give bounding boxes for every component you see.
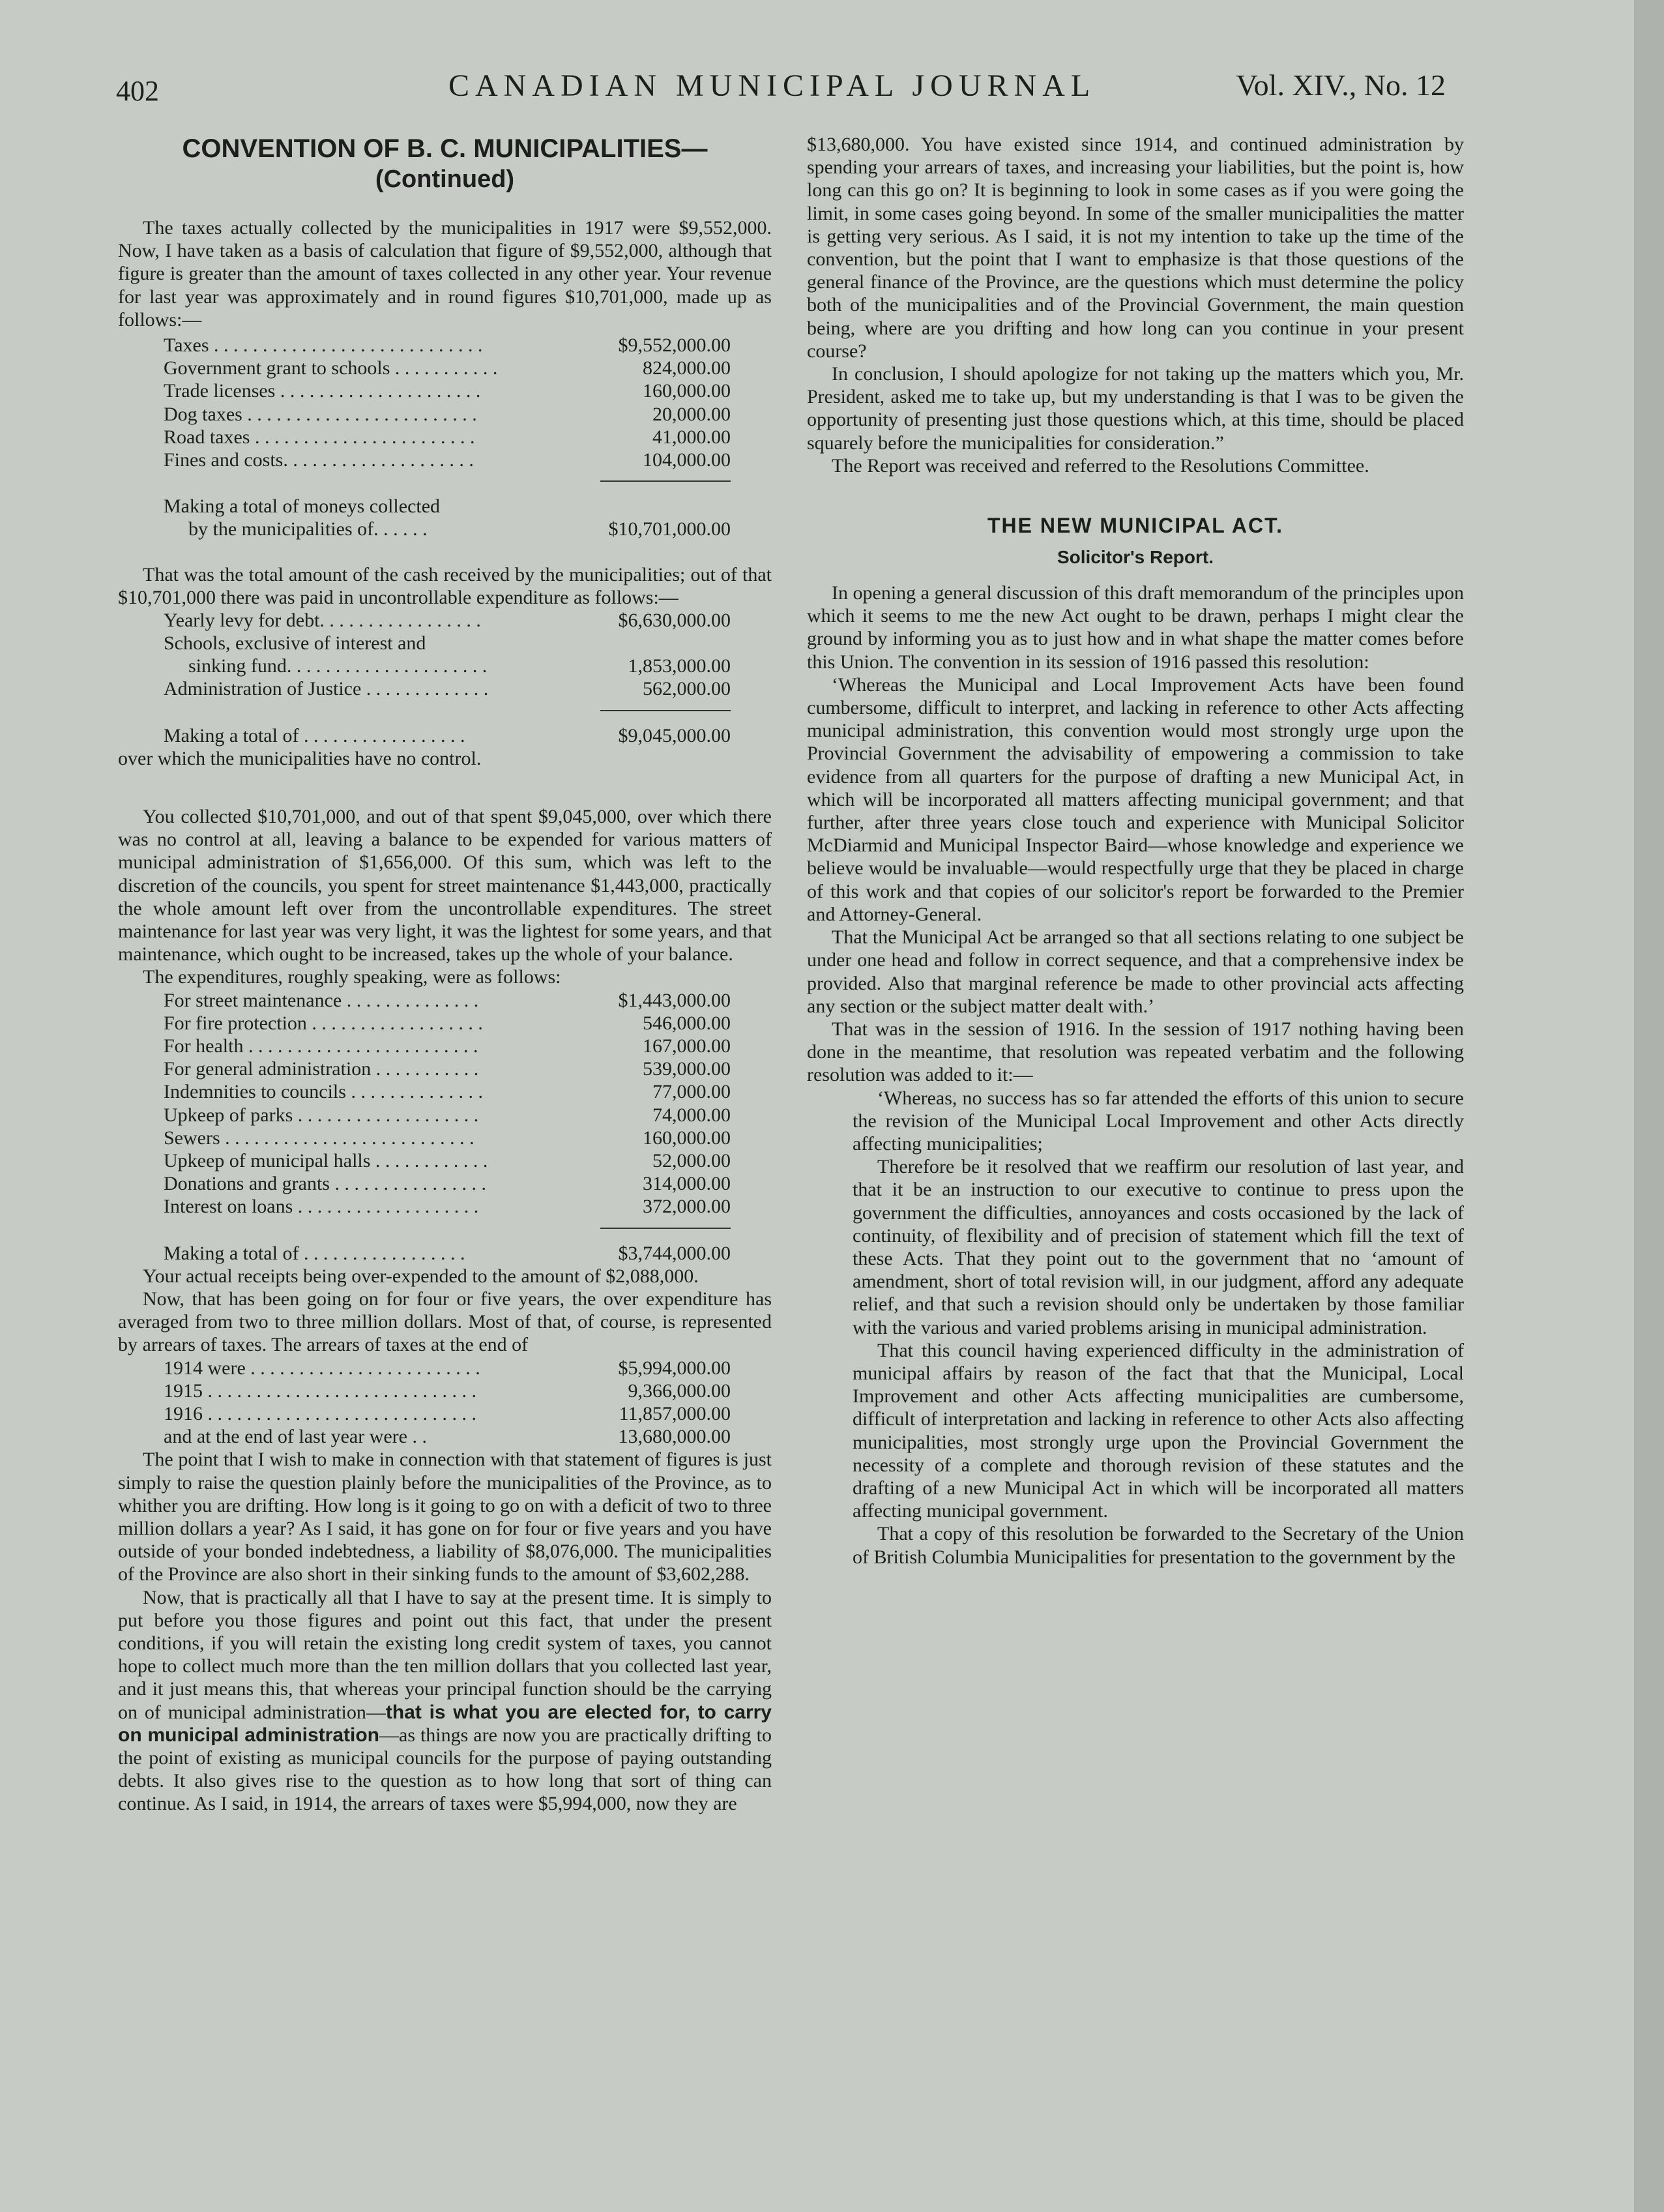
table-row: Yearly levy for debt. . . . . . . . . . . . . . . . . $6,630,000.00 [164,609,731,631]
paragraph: The expenditures, roughly speaking, were as follows: [143,966,561,988]
table-row: and at the end of last year were . . 13,680,000.00 [164,1426,731,1448]
table-row: 1914 were . . . . . . . . . . . . . . . . . . . . . . . . $5,994,000.00 [164,1357,731,1379]
article-title: CONVENTION OF B. C. MUNICIPALITIES— [182,134,708,163]
table-row: Government grant to schools . . . . . . . . . . . 824,000.00 [164,357,731,379]
paragraph: In conclusion, I should apologize for not taking up the matters which you, Mr. President, asked me to take up, but my understanding is that I was to be given the opportunity of presenting just those questions which, at this time, should be placed squarely before the municipalities for consideration.” [807,363,1464,454]
paragraph: Your actual receipts being over-expended to the amount of $2,088,000. [143,1265,699,1287]
page-number: 402 [116,75,159,107]
uncontrollable-table [164,609,731,701]
table-row: For health . . . . . . . . . . . . . . . . . . . . . . . . 167,000.00 [164,1035,731,1057]
journal-title: CANADIAN MUNICIPAL JOURNAL [448,68,1096,103]
table-row: For street maintenance . . . . . . . . . . . . . . $1,443,000.00 [164,989,731,1011]
arrears-table [164,1357,731,1449]
table-row: 1915 . . . . . . . . . . . . . . . . . . . . . . . . . . . . 9,366,000.00 [164,1379,731,1402]
total-amount: $9,045,000.00 [618,724,731,746]
total-label: by the municipalities of. . . . . . [188,518,428,540]
total-label: Making a total of moneys collected [164,495,441,518]
table-row: Road taxes . . . . . . . . . . . . . . . . . . . . . . . 41,000.00 [164,426,731,448]
total-amount: $3,744,000.00 [618,1242,731,1264]
paragraph: In opening a general discussion of this draft memorandum of the principles upon which it seems to me the new Act ought to be drawn, perhaps I might clear the ground by informing you as to just how and in what shape the matter comes before this Union. The convention in its session of 1916 passed this resolution: [807,582,1464,673]
table-row: Taxes . . . . . . . . . . . . . . . . . . . . . . . . . . . . $9,552,000.00 [164,334,731,357]
left-column [118,133,772,1816]
paragraph: You collected $10,701,000, and out of that spent $9,045,000, over which there was no control at all, leaving a balance to be expended for various matters of municipal administration of $1,656,000. Of this sum, which was left to the discretion of the councils, you spent for street maintenance $1,443,000, practically the whole amount left over from the uncontrollable expenditures. The street maintenance for last year was very light, it was the lightest for some years, and that maintenance, which ought to be increased, takes up the whole of your balance. [118,806,772,966]
page-edge [1634,0,1664,2212]
section-title: THE NEW MUNICIPAL ACT. [987,514,1284,538]
table-row: Interest on loans . . . . . . . . . . . . . . . . . . . 372,000.00 [164,1196,731,1218]
paragraph: The taxes actually collected by the municipalities in 1917 were $9,552,000. Now, I have taken as a basis of calculation that figure of $9,552,000, although that figure is greater than the amount of taxes collected in any other year. Your revenue for last year was approximately and in round figures $10,701,000, made up as follows:— [118,217,772,331]
paragraph: That was the total amount of the cash received by the municipalities; out of that $10,701,000 there was paid in uncontrollable expenditure as follows:— [118,563,772,608]
article-subtitle: (Continued) [375,166,515,193]
right-column [807,133,1464,1569]
table-row: Trade licenses . . . . . . . . . . . . . . . . . . . . . 160,000.00 [164,380,731,402]
table-row: Dog taxes . . . . . . . . . . . . . . . . . . . . . . . . 20,000.00 [164,403,731,425]
resolution-quote [853,1087,1464,1569]
paragraph: The Report was received and referred to the Resolutions Committee. [832,454,1369,477]
paragraph: $13,680,000. You have existed since 1914, and continued administration by spending your arrears of taxes, and increasing your liabilities, but the point is, how long can this go on? It is beginning to look in some cases as if you were going the limit, in some cases going beyond. In some of the smaller municipalities the matter is getting very serious. As I said, it is not my intention to take up the time of the convention, but the point that I want to emphasize is that those questions of the general finance of the Province, are the questions which must determine the policy both of the municipalities and of the Provincial Government, the main question being, where are you drifting and how long can you continue in your present course? [807,134,1464,362]
revenue-total [164,495,731,540]
paragraph: Therefore be it resolved that we reaffirm our resolution of last year, and that it be an instruction to our executive to continue to press upon the government the difficulties, annoyances and costs occasioned by the lack of continuity, of flexibility and of precision of statement which fill the text of these Acts. That they point out to the government that no ‘amount of amendment, short of total revision will, in our judgment, afford any adequate relief, and that such a revision should only be undertaken by those familiar with the various and varied problems arising in municipal administration. [853,1156,1464,1338]
paragraph: over which the municipalities have no control. [118,747,482,769]
table-row: Schools, exclusive of interest and [164,632,426,655]
table-row: For fire protection . . . . . . . . . . . . . . . . . . 546,000.00 [164,1012,731,1034]
paragraph: That the Municipal Act be arranged so that all sections relating to one subject be under one head and follow in correct sequence, and that a comprehensive index be provided. Also that marginal reference be made to other provincial acts affecting any section or the subject matter dealt with.’ [807,926,1464,1017]
volume-label: Vol. XIV., No. 12 [1236,68,1446,102]
table-row: Administration of Justice . . . . . . . . . . . . . 562,000.00 [164,678,731,700]
paragraph: That a copy of this resolution be forwarded to the Secretary of the Union of British Columbia Municipalities for presentation to the government by the [853,1523,1464,1568]
expenditure-table [164,989,731,1218]
paragraph: Now, that has been going on for four or five years, the over expenditure has averaged from two to three million dollars. Most of that, of course, is represented by arrears of taxes. The arrears of taxes at the end of [118,1288,772,1356]
table-row: sinking fund. . . . . . . . . . . . . . . . . . . . . 1,853,000.00 [188,655,731,677]
total-rule [600,1228,731,1229]
paragraph: ‘Whereas the Municipal and Local Improvement Acts have been found cumbersome, difficult to interpret, and lacking in reference to other Acts affecting municipal administration, this convention would most strongly urge upon the Provincial Government the advisability of empowering a commission to take evidence from all quarters for the purpose of drafting a new Municipal Act, in which will be incorporated all matters affecting municipal government; and that further, after three years close touch and experience with Municipal Solicitor McDiarmid and Municipal Inspector Baird—whose knowledge and experience we believe would be invaluable—would respectfully urge that they be placed in charge of this work and that copies of our solicitor's report be forwarded to the Premier and Attorney-General. [807,673,1464,925]
paragraph: Now, that is practically all that I have to say at the present time. It is simply to put before you those figures and point out this fact, that under the present conditions, if you will retain the existing long credit system of taxes, you cannot hope to collect much more than the ten million dollars that you collected last year, and it just means this, that whereas your principal function should be the carrying on of municipal administration—that is what you are elected for, to carry on municipal administration—as things are now you are practically drifting to the point of existing as municipal councils for the purpose of paying outstanding debts. It also gives rise to the question as to how long that sort of thing can continue. As I said, in 1914, the arrears of taxes were $5,994,000, now they are [118,1586,772,1815]
paragraph: ‘Whereas, no success has so far attended the efforts of this union to secure the revision of the Municipal Local Improvement and other Acts directly affecting municipalities; [853,1087,1464,1155]
total-amount: $10,701,000.00 [608,518,731,540]
table-row: Indemnities to councils . . . . . . . . . . . . . . 77,000.00 [164,1081,731,1103]
table-row: Donations and grants . . . . . . . . . . . . . . . . 314,000.00 [164,1173,731,1195]
table-row: For general administration . . . . . . . . . . . 539,000.00 [164,1058,731,1080]
emphasis: that is what you are elected for, to carry on municipal administration [118,1701,772,1746]
total-label: Making a total of . . . . . . . . . . . . . . . . . [164,1242,465,1264]
page-header [116,65,1446,111]
total-rule [600,480,731,482]
paragraph: The point that I wish to make in connection with that statement of figures is just simply to raise the question plainly before the municipalities of the Province, as to whither you are drifting. How long is it going to go on with a deficit of two to three million dollars a year? As I said, it has gone on for four or five years and you have outside of your bonded indebtedness, a liability of $8,076,000. The municipalities of the Province are also short in their sinking funds to the amount of $3,602,288. [118,1449,772,1585]
paragraph: That this council having experienced difficulty in the administration of municipal affairs by reason of the fact that that the Municipal, Local Improvement and other Acts affecting municipalities are cumbersome, difficult of interpretation and lacking in reference to other Acts also affecting municipalities, most strongly urge upon the Provincial Government the necessity of a complete and thorough revision of these statutes and the drafting of a new Municipal Act in which will be incorporated all matters affecting municipal government. [853,1339,1464,1522]
total-label: Making a total of . . . . . . . . . . . . . . . . . [164,724,465,746]
total-rule [600,710,731,711]
paragraph: That was in the session of 1916. In the session of 1917 nothing having been done in the meantime, that resolution was repeated verbatim and the following resolution was added to it:— [807,1018,1464,1086]
revenue-table [164,334,731,471]
table-row: Fines and costs. . . . . . . . . . . . . . . . . . . . 104,000.00 [164,449,731,471]
table-row: 1916 . . . . . . . . . . . . . . . . . . . . . . . . . . . . 11,857,000.00 [164,1402,731,1424]
table-row: Upkeep of parks . . . . . . . . . . . . . . . . . . . 74,000.00 [164,1104,731,1126]
table-row: Upkeep of municipal halls . . . . . . . . . . . . 52,000.00 [164,1150,731,1172]
section-subtitle: Solicitor's Report. [1057,547,1214,568]
table-row: Sewers . . . . . . . . . . . . . . . . . . . . . . . . . . 160,000.00 [164,1127,731,1149]
